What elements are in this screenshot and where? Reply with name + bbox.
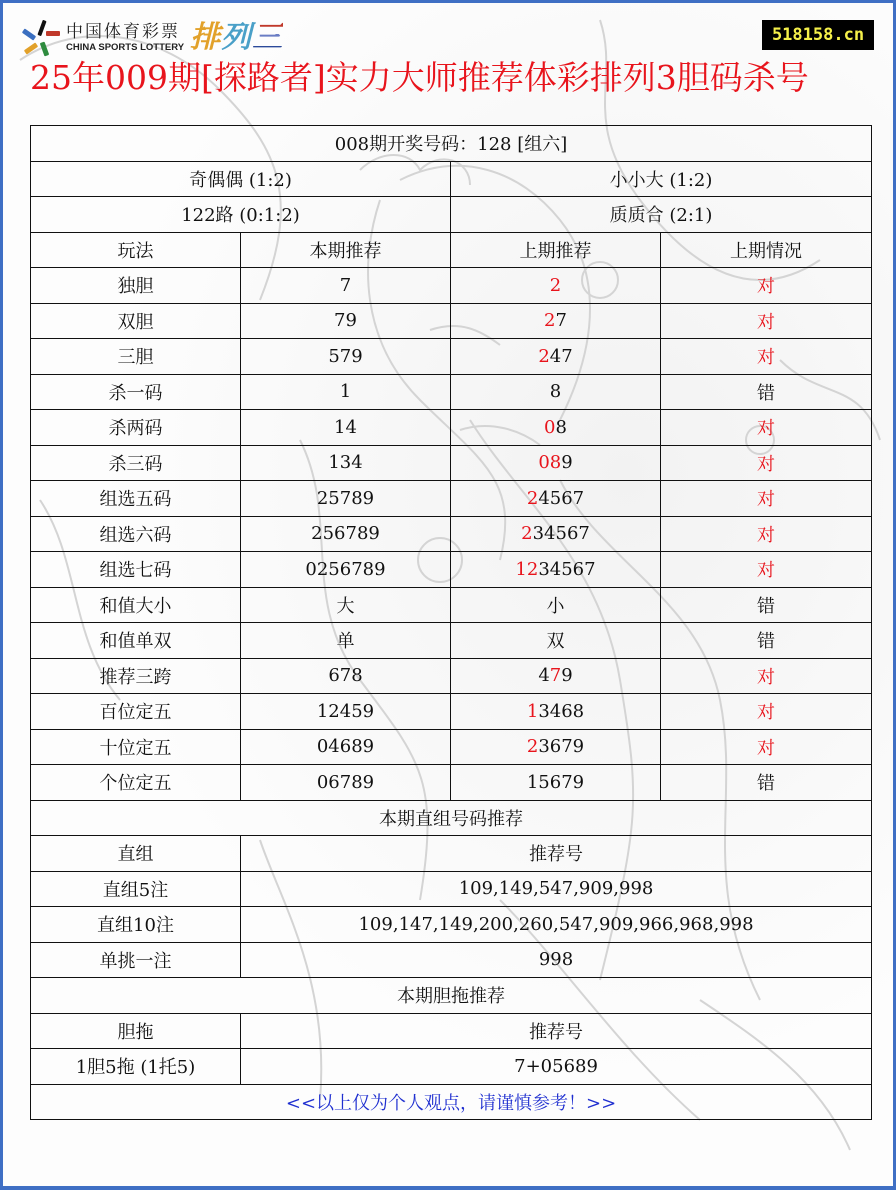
logo-cn-name: 中国体育彩票 — [66, 22, 180, 42]
miss-digits: 15679 — [526, 771, 585, 793]
play-name: 组选七码 — [31, 552, 241, 588]
result-cell: 对 — [661, 552, 872, 588]
direct-row — [31, 871, 872, 907]
previous-pick — [451, 410, 661, 446]
miss-digits: 3468 — [538, 700, 585, 722]
direct-value: 109,147,149,200,260,547,909,966,968,998 — [241, 907, 872, 943]
current-pick: 579 — [241, 339, 451, 375]
current-pick: 25789 — [241, 481, 451, 517]
result-cell: 错 — [661, 765, 872, 801]
play-name: 杀两码 — [31, 410, 241, 446]
previous-pick — [451, 623, 661, 659]
previous-pick — [451, 445, 661, 481]
column-header-row — [31, 232, 872, 268]
dantuo-section-title-row — [31, 978, 872, 1014]
current-pick: 单 — [241, 623, 451, 659]
miss-digits: 34567 — [538, 558, 596, 580]
hit-digits: 2 — [538, 345, 550, 367]
table-row — [31, 374, 872, 410]
table-row — [31, 729, 872, 765]
result-cell: 对 — [661, 339, 872, 375]
previous-pick — [451, 268, 661, 304]
previous-pick — [451, 765, 661, 801]
result-cell: 错 — [661, 587, 872, 623]
dantuo-header-row — [31, 1013, 872, 1049]
direct-row — [31, 942, 872, 978]
table-row — [31, 481, 872, 517]
play-name: 十位定五 — [31, 729, 241, 765]
miss-digits: 7 — [555, 310, 567, 332]
direct-value: 998 — [241, 942, 872, 978]
table-row — [31, 303, 872, 339]
current-pick: 14 — [241, 410, 451, 446]
previous-pick — [451, 516, 661, 552]
direct-value: 109,149,547,909,998 — [241, 871, 872, 907]
col-header-previous: 上期推荐 — [451, 232, 661, 268]
result-cell: 对 — [661, 481, 872, 517]
hit-digits: 08 — [538, 452, 562, 474]
hit-digits: 2 — [521, 523, 533, 545]
miss-digits: 小 — [546, 595, 565, 617]
table-row — [31, 623, 872, 659]
play-name: 独胆 — [31, 268, 241, 304]
table-row — [31, 410, 872, 446]
prime-cell: 质质合 (2:1) — [451, 197, 872, 233]
play-name: 推荐三跨 — [31, 658, 241, 694]
direct-label: 直组10注 — [31, 907, 241, 943]
miss-digits: 9 — [561, 665, 573, 687]
last-draw-cell: 008期开奖号码：128 [组六] — [31, 126, 872, 162]
logo-en-name: CHINA SPORTS LOTTERY — [66, 42, 185, 53]
play-name: 个位定五 — [31, 765, 241, 801]
miss-digits: 4567 — [538, 487, 585, 509]
col-header-play: 玩法 — [31, 232, 241, 268]
footer-note-row — [31, 1084, 872, 1120]
play-name: 组选五码 — [31, 481, 241, 517]
miss-digits: 8 — [555, 416, 567, 438]
current-pick: 7 — [241, 268, 451, 304]
table-row — [31, 339, 872, 375]
result-cell: 对 — [661, 658, 872, 694]
miss-digits: 9 — [561, 452, 573, 474]
result-cell: 错 — [661, 623, 872, 659]
table-row — [31, 268, 872, 304]
current-pick: 04689 — [241, 729, 451, 765]
hit-digits: 2 — [526, 487, 539, 509]
direct-label: 直组5注 — [31, 871, 241, 907]
hit-digits: 2 — [544, 310, 556, 332]
previous-pick — [451, 339, 661, 375]
current-pick: 0256789 — [241, 552, 451, 588]
dantuo-label: 1胆5拖 (1托5) — [31, 1049, 241, 1085]
previous-pick — [451, 729, 661, 765]
current-pick: 678 — [241, 658, 451, 694]
direct-section-title: 本期直组号码推荐 — [31, 800, 872, 836]
pattern-row-1 — [31, 161, 872, 197]
dantuo-header-label: 胆拖 — [31, 1013, 241, 1049]
page-title: 25年009期[探路者]实力大师推荐体彩排列3胆码杀号 — [30, 58, 809, 97]
col-header-result: 上期情况 — [661, 232, 872, 268]
play-name: 双胆 — [31, 303, 241, 339]
last-draw-row — [31, 126, 872, 162]
dantuo-row — [31, 1049, 872, 1085]
result-cell: 对 — [661, 516, 872, 552]
logo-star-icon — [20, 18, 62, 58]
play-name: 三胆 — [31, 339, 241, 375]
pattern-row-2 — [31, 197, 872, 233]
miss-digits: 3679 — [538, 736, 585, 758]
result-cell: 对 — [661, 268, 872, 304]
table-row — [31, 658, 872, 694]
odd-even-cell: 奇偶偶 (1:2) — [31, 161, 451, 197]
dantuo-value: 7+05689 — [241, 1049, 872, 1085]
footer-note: <<以上仅为个人观点，请谨慎参考！>> — [31, 1084, 872, 1120]
previous-pick — [451, 587, 661, 623]
table-row — [31, 765, 872, 801]
miss-digits: 4 — [538, 665, 550, 687]
result-cell: 错 — [661, 374, 872, 410]
current-pick: 大 — [241, 587, 451, 623]
play-name: 杀一码 — [31, 374, 241, 410]
previous-pick — [451, 481, 661, 517]
previous-pick — [451, 374, 661, 410]
size-cell: 小小大 (1:2) — [451, 161, 872, 197]
result-cell: 对 — [661, 729, 872, 765]
result-cell: 对 — [661, 303, 872, 339]
hit-digits: 12 — [515, 558, 539, 580]
game-name-logo: 排列三 — [190, 20, 284, 55]
miss-digits: 34567 — [532, 523, 590, 545]
previous-pick — [451, 658, 661, 694]
recommendation-table — [30, 125, 872, 1120]
current-pick: 134 — [241, 445, 451, 481]
table-row — [31, 516, 872, 552]
table-row — [31, 445, 872, 481]
direct-header-row — [31, 836, 872, 872]
hit-digits: 2 — [526, 736, 539, 758]
result-cell: 对 — [661, 445, 872, 481]
miss-digits: 8 — [549, 381, 562, 403]
site-badge[interactable]: 518158.cn — [762, 20, 874, 50]
current-pick: 12459 — [241, 694, 451, 730]
dantuo-section-title: 本期胆拖推荐 — [31, 978, 872, 1014]
play-name: 和值大小 — [31, 587, 241, 623]
hit-digits: 2 — [549, 274, 562, 296]
play-name: 组选六码 — [31, 516, 241, 552]
table-row — [31, 552, 872, 588]
direct-header-value: 推荐号 — [241, 836, 872, 872]
current-pick: 06789 — [241, 765, 451, 801]
previous-pick — [451, 303, 661, 339]
table-row — [31, 694, 872, 730]
hit-digits: 1 — [526, 700, 539, 722]
result-cell: 对 — [661, 410, 872, 446]
miss-digits: 双 — [546, 631, 565, 653]
play-name: 和值单双 — [31, 623, 241, 659]
dantuo-header-value: 推荐号 — [241, 1013, 872, 1049]
current-pick: 1 — [241, 374, 451, 410]
hit-digits: 7 — [549, 665, 562, 687]
previous-pick — [451, 694, 661, 730]
play-name: 百位定五 — [31, 694, 241, 730]
result-cell: 对 — [661, 694, 872, 730]
lottery-logo — [20, 18, 283, 58]
previous-pick — [451, 552, 661, 588]
direct-row — [31, 907, 872, 943]
direct-section-title-row — [31, 800, 872, 836]
current-pick: 79 — [241, 303, 451, 339]
route-cell: 122路 (0:1:2) — [31, 197, 451, 233]
play-name: 杀三码 — [31, 445, 241, 481]
table-row — [31, 587, 872, 623]
hit-digits: 0 — [544, 416, 556, 438]
direct-label: 单挑一注 — [31, 942, 241, 978]
direct-header-label: 直组 — [31, 836, 241, 872]
miss-digits: 47 — [549, 345, 573, 367]
col-header-current: 本期推荐 — [241, 232, 451, 268]
current-pick: 256789 — [241, 516, 451, 552]
